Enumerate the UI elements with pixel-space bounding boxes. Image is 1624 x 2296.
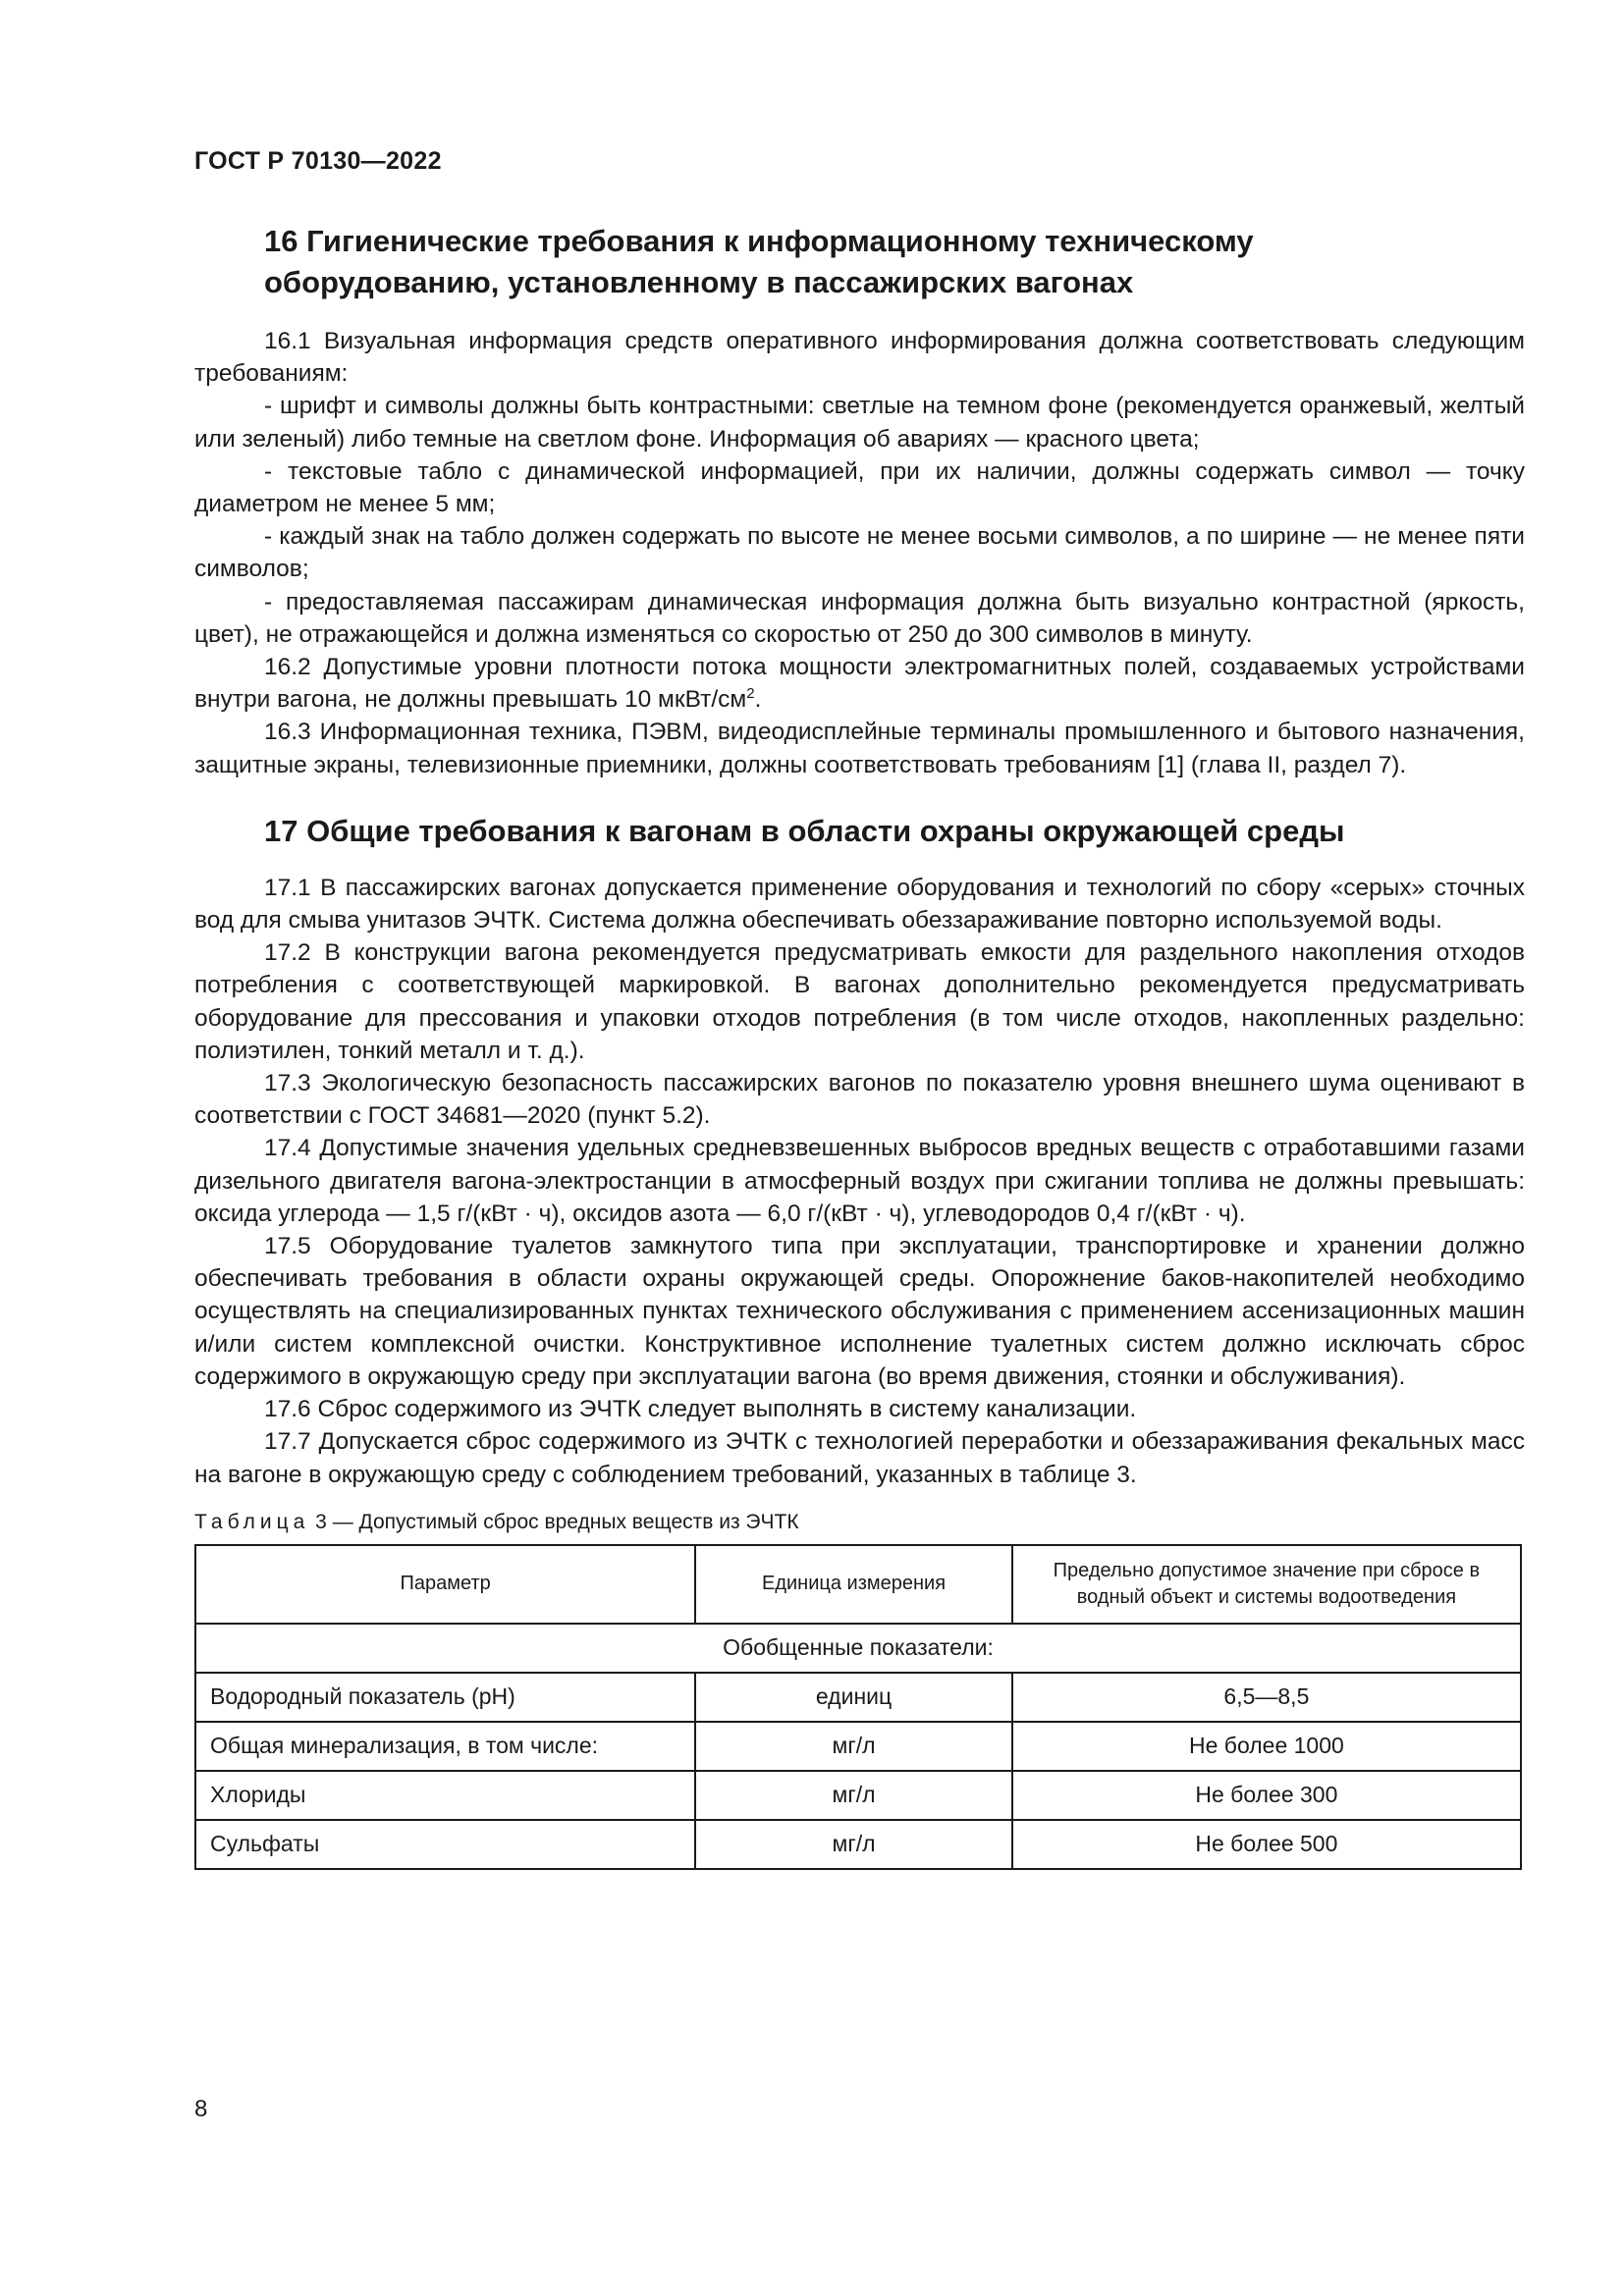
header-limit: Предельно допустимое значение при сбросе в водный объект и системы водоотведения (1012, 1545, 1521, 1624)
paragraph-16-2 (194, 651, 1525, 716)
table-header-row (195, 1545, 1521, 1624)
table-row (195, 1722, 1521, 1771)
table-row (195, 1771, 1521, 1820)
paragraph-16-2-end: . (754, 686, 762, 714)
row-limit: Не более 300 (1012, 1771, 1521, 1820)
table-3-caption (194, 1511, 1525, 1534)
paragraph-17-4: 17.4 Допустимые значения удельных средневзвешенных выбросов вредных веществ с отработавшими газами дизельного двигателя вагона-электростанции в атмосферный воздух при сжигании топлива не должны превышать: оксида углерода — 1,5 г/(кВт · ч), оксидов азота — 6,0 г/(кВт · ч), углеводородов 0,4 г/(кВт · ч). (194, 1135, 1525, 1227)
bullet-16-1-b: - текстовые табло с динамической информацией, при их наличии, должны содержать символ — точку диаметром не менее 5 мм; (194, 457, 1525, 518)
table-group-row (195, 1624, 1521, 1673)
bullet-16-1-c: - каждый знак на табло должен содержать по высоте не менее восьми символов, а по ширине — не менее пяти символов; (194, 523, 1525, 583)
paragraph-17-1: 17.1 В пассажирских вагонах допускается применение оборудования и технологий по сбору «серых» сточных вод для смыва унитазов ЭЧТК. Система должна обеспечивать обеззараживание повторно используемой воды. (194, 874, 1525, 934)
paragraph-17-2: 17.2 В конструкции вагона рекомендуется предусматривать емкости для раздельного накопления отходов потребления с соответствующей маркировкой. В вагонах дополнительно рекомендуется предусматривать оборудование для прессования и упаковки отходов потребления (в том числе отходов, накопленных раздельно: полиэтилен, тонкий металл и т. д.). (194, 939, 1525, 1064)
row-unit: мг/л (695, 1722, 1012, 1771)
paragraph-16-2-text: 16.2 Допустимые уровни плотности потока мощности электромагнитных полей, создаваемых устройствами внутри вагона, не должны превышать 10 мкВт/см (194, 654, 1525, 714)
superscript-2: 2 (746, 685, 755, 703)
paragraph-17-3: 17.3 Экологическую безопасность пассажирских вагонов по показателю уровня внешнего шума оценивают в соответствии с ГОСТ 34681—2020 (пункт 5.2). (194, 1070, 1525, 1130)
row-limit: Не более 500 (1012, 1820, 1521, 1869)
table-caption-text: 3 — Допустимый сброс вредных веществ из ЭЧТК (309, 1510, 799, 1533)
page-content (194, 221, 1525, 1870)
bullet-16-1-d: - предоставляемая пассажирам динамическая информация должна быть визуально контрастной (яркость, цвет), не отражающейся и должна изменяться со скоростью от 250 до 300 символов в минуту. (194, 588, 1525, 648)
header-unit: Единица измерения (695, 1545, 1012, 1624)
bullet-16-1-a: - шрифт и символы должны быть контрастными: светлые на темном фоне (рекомендуется оранжевый, желтый или зеленый) либо темные на светлом фоне. Информация об авариях — красного цвета; (194, 393, 1525, 453)
row-param: Сульфаты (195, 1820, 695, 1869)
table-row (195, 1820, 1521, 1869)
row-param: Хлориды (195, 1771, 695, 1820)
section-16-title (194, 221, 1525, 303)
row-limit: 6,5—8,5 (1012, 1673, 1521, 1722)
paragraph-17-5: 17.5 Оборудование туалетов замкнутого типа при эксплуатации, транспортировке и хранении должно обеспечивать требования в области охраны окружающей среды. Опорожнение баков-накопителей необходимо осуществлять на специализированных пунктах технического обслуживания с применением ассенизационных машин и/или систем комплексной очистки. Конструктивное исполнение туалетных систем должно исключать сброс содержимого в окружающую среду при эксплуатации вагона (во время движения, стоянки и обслуживания). (194, 1233, 1525, 1390)
table-caption-word: Таблица (194, 1510, 310, 1533)
paragraph-16-3: 16.3 Информационная техника, ПЭВМ, видеодисплейные терминалы промышленного и бытового назначения, защитные экраны, телевизионные приемники, должны соответствовать требованиям [1] (глава II, раздел 7). (194, 719, 1525, 778)
table-3 (194, 1544, 1522, 1870)
row-unit: мг/л (695, 1820, 1012, 1869)
paragraph-17-6: 17.6 Сброс содержимого из ЭЧТК следует выполнять в систему канализации. (264, 1396, 1137, 1423)
paragraph-17-7: 17.7 Допускается сброс содержимого из ЭЧТК с технологией переработки и обеззараживания фекальных масс на вагоне в окружающую среду с соблюдением требований, указанных в таблице 3. (194, 1428, 1525, 1488)
row-param: Водородный показатель (pH) (195, 1673, 695, 1722)
row-unit: единиц (695, 1673, 1012, 1722)
row-unit: мг/л (695, 1771, 1012, 1820)
group-label: Обобщенные показатели: (195, 1624, 1521, 1673)
paragraph-16-1: 16.1 Визуальная информация средств оперативного информирования должна соответствовать следующим требованиям: (194, 328, 1525, 388)
document-code-header: ГОСТ Р 70130—2022 (194, 147, 442, 175)
section-16-title-line1: 16 Гигиенические требования к информационному техническому (264, 224, 1254, 258)
header-param: Параметр (195, 1545, 695, 1624)
section-16-title-line2: оборудованию, установленному в пассажирских вагонах (264, 265, 1134, 299)
section-17-title: 17 Общие требования к вагонам в области охраны окружающей среды (264, 813, 1345, 848)
page-number: 8 (194, 2096, 208, 2122)
row-param: Общая минерализация, в том числе: (195, 1722, 695, 1771)
table-row (195, 1673, 1521, 1722)
row-limit: Не более 1000 (1012, 1722, 1521, 1771)
